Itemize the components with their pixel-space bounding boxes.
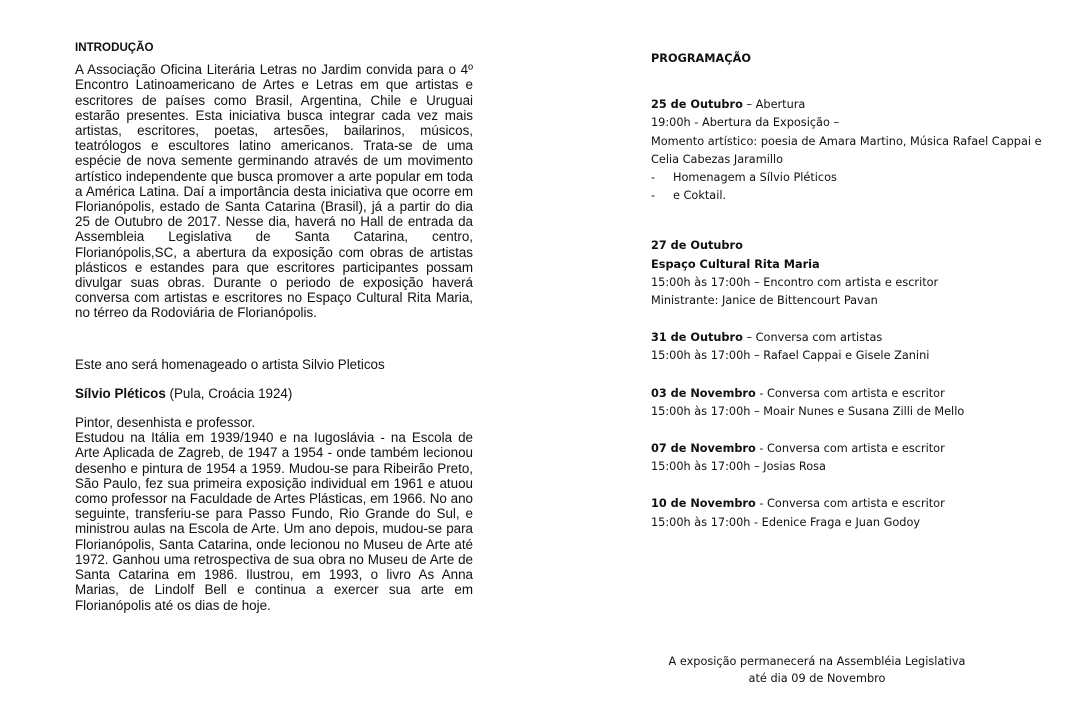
event-title: – Abertura xyxy=(742,98,806,112)
bullet-text: Homenagem a Sílvio Pléticos xyxy=(673,171,837,185)
bullet-text: e Coktail. xyxy=(673,189,727,203)
event-header xyxy=(651,440,1061,458)
intro-paragraph: A Associação Oficina Literária Letras no Jardim convida para o 4º Encontro Latinoamericano de Artes e Letras em que artistas e escritores de países como Brasil, Argentina, Chile e Uruguai estarão presentes. Esta iniciativa busca integrar cada vez mais artistas, escritores, poetas, artesões, bailarinos, músicos, teatrólogos e escultores latino americanos. Trata-se de uma espécie de nova semente germinando através de um movimento artístico independente que busca promover a arte popular em toda a América Latina. Daí a importância desta iniciativa que ocorre em Florianópolis, estado de Santa Catarina (Brasil), já a partir do dia 25 de Outubro de 2017. Nesse dia, haverá no Hall de entrada da Assembleia Legislativa de Santa Catarina, centro, Florianópolis,SC, a abertura da exposição com obras de artistas plásticos e estandes para que escritores participantes possam divulgar suas obras. Durante o periodo de exposição haverá conversa com artistas e escritores no Espaço Cultural Rita Maria, no térreo da Rodoviária de Florianópolis. xyxy=(75,62,473,321)
event-title: - Conversa com artista e escritor xyxy=(755,386,945,400)
program-column xyxy=(651,50,1061,532)
artist-bio: Estudou na Itália em 1939/1940 e na Iugoslávia - na Escola de Arte Aplicada de Zagreb, de 1947 a 1954 - onde também lecionou desenho e pintura de 1954 a 1959. Mudou-se para Ribeirão Preto, São Paulo, fez sua primeira exposição individual em 1961 e atuou como professor na Faculdade de Artes Plásticas, em 1966. No ano seguinte, transferiu-se para Passo Fundo, Rio Grande do Sul, e ministrou aulas na Escola de Arte. Um ano depois, mudou-se para Florianópolis, Santa Catarina, onde lecionou no Museu de Arte até 1972. Ganhou uma retrospectiva de sua obra no Museu de Arte de Santa Catarina em 1986. Ilustrou, em 1993, o livro As Anna Marias, de Lindolf Bell e continua a exercer sua arte em Florianópolis até os dias de hoje. xyxy=(75,430,473,613)
event-line: 15:00h às 17:00h - Edenice Fraga e Juan Godoy xyxy=(651,515,921,529)
event-line: 15:00h às 17:00h – Moair Nunes e Susana Zilli de Mello xyxy=(651,404,965,418)
event-date: 07 de Novembro xyxy=(651,442,756,456)
exhibition-note xyxy=(651,653,983,687)
event-nov03 xyxy=(651,385,1061,421)
event-line: Momento artístico: poesia de Amara Martino, Música Rafael Cappai e xyxy=(651,134,1042,148)
event-line: 15:00h às 17:00h – Rafael Cappai e Gisele Zanini xyxy=(651,349,930,363)
program-heading xyxy=(651,50,1061,68)
exhibition-note-line: até dia 09 de Novembro xyxy=(748,672,886,685)
event-nov07 xyxy=(651,440,1061,476)
event-header xyxy=(651,96,1061,114)
event-title: - Conversa com artista e escritor xyxy=(755,442,945,456)
event-date: 03 de Novembro xyxy=(651,386,756,400)
event-oct31 xyxy=(651,329,1061,365)
event-oct27 xyxy=(651,237,1061,310)
artist-roles: Pintor, desenhista e professor. xyxy=(75,415,256,431)
event-line: 15:00h às 17:00h – Encontro com artista e escritor xyxy=(651,275,939,289)
bullet-item xyxy=(651,169,1061,187)
event-venue xyxy=(651,256,1061,274)
event-oct25 xyxy=(651,96,1061,205)
bullet-item xyxy=(651,187,1061,205)
artist-origin: (Pula, Croácia 1924) xyxy=(165,385,293,401)
exhibition-note-line: A exposição permanecerá na Assembléia Legislativa xyxy=(668,655,966,668)
event-header xyxy=(651,495,1061,513)
event-nov10 xyxy=(651,495,1061,531)
program-heading-text: PROGRAMAÇÃO xyxy=(651,52,751,65)
event-header xyxy=(651,237,1061,255)
event-line: 15:00h às 17:00h – Josias Rosa xyxy=(651,460,826,474)
intro-heading: INTRODUÇÃO xyxy=(75,41,154,54)
event-line: Celia Cabezas Jaramillo xyxy=(651,152,784,166)
event-header xyxy=(651,385,1061,403)
event-line: Ministrante: Janice de Bittencourt Pavan xyxy=(651,294,878,308)
artist-name: Sílvio Pléticos xyxy=(75,385,166,401)
event-title: – Conversa com artistas xyxy=(742,331,883,345)
event-date: 25 de Outubro xyxy=(651,98,743,112)
event-header xyxy=(651,329,1061,347)
artist-title-line xyxy=(75,386,473,401)
event-title: - Conversa com artista e escritor xyxy=(755,497,945,511)
event-date: 10 de Novembro xyxy=(651,497,756,511)
left-column xyxy=(75,40,473,613)
event-venue-text: Espaço Cultural Rita Maria xyxy=(651,257,820,271)
bullet-dash: - xyxy=(651,189,656,203)
event-date: 27 de Outubro xyxy=(651,239,743,253)
event-date: 31 de Outubro xyxy=(651,331,743,345)
bullet-dash: - xyxy=(651,171,656,185)
honoree-line: Este ano será homenageado o artista Silvio Pleticos xyxy=(75,356,385,372)
event-line: 19:00h - Abertura da Exposição – xyxy=(651,116,840,130)
